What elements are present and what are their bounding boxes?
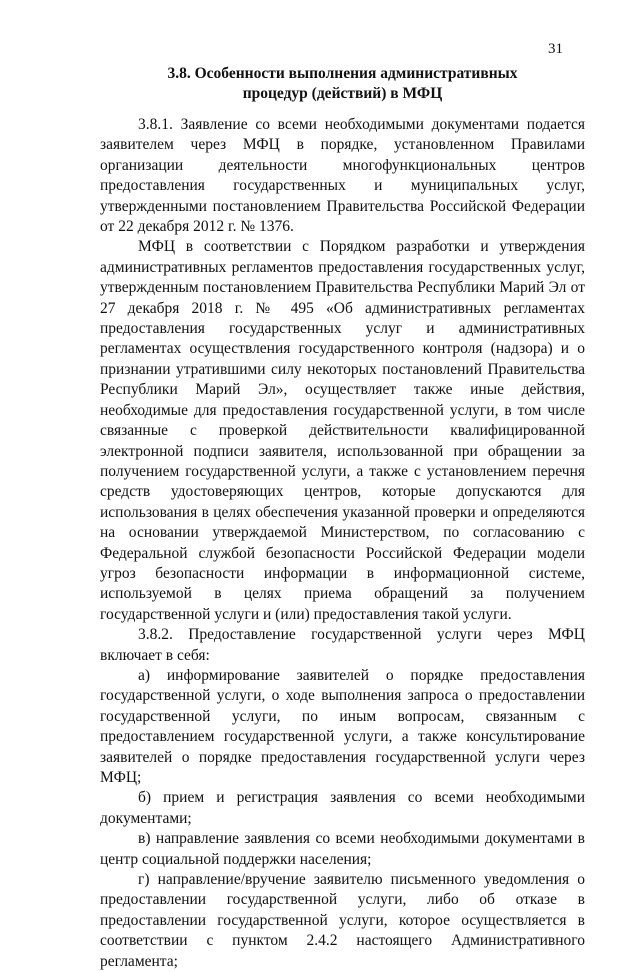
paragraph-3-8-1: 3.8.1. Заявление со всеми необходимыми документами подается заявителем через МФЦ в порядке, установленном Правилами организации деятельности многофункциональных центров предоставления государственных и муниципальных услуг, утвержденными постановлением Правительства Российской Федерации от 22 декабря 2012 г. № 1376. <box>100 116 585 236</box>
page-number: 31 <box>548 41 563 57</box>
list-item-a: а) информирование заявителей о порядке предоставления государственной услуги, о ходе выполнения запроса о предоставлении государственной услуги, по иным вопросам, связанным с предоставлением государственной услуги, а также консультирование заявителей о порядке предоставления государственной услуги через МФЦ; <box>100 666 585 786</box>
paragraph-3-8-2: 3.8.2. Предоставление государственной услуги через МФЦ включает в себя: <box>100 626 585 664</box>
section-heading-line-2: процедур (действий) в МФЦ <box>242 85 443 102</box>
document-body <box>100 115 585 972</box>
section-heading-line-1: 3.8. Особенности выполнения административных <box>167 65 518 82</box>
list-item-v: в) направление заявления со всеми необходимыми документами в центр социальной поддержки населения; <box>100 830 585 868</box>
paragraph-mfc-actions: МФЦ в соответствии с Порядком разработки и утверждения административных регламентов предоставления государственных услуг, утвержденным постановлением Правительства Республики Марий Эл от 27 декабря 2018 г. № 495 «Об административных регламентах предоставления государственных услуг и административных регламентах осуществления государственного контроля (надзора) и о признании утратившими силу некоторых постановлений Правительства Республики Марий Эл», осуществляет также иные действия, необходимые для предоставления государственной услуги, в том числе связанные с проверкой действительности квалифицированной электронной подписи заявителя, использованной при обращении за получением государственной услуги, а также с установлением перечня средств удостоверяющих центров, которые допускаются для использования в целях обеспечения указанной проверки и определяются на основании утверждаемой Министерством, по согласованию с Федеральной службой безопасности Российской Федерации модели угроз безопасности информации в информационной системе, используемой в целях приема обращений за получением государственной услуги и (или) предоставления такой услуги. <box>100 238 585 623</box>
list-item-g: г) направление/вручение заявителю письменного уведомления о предоставлении государственной услуги, либо об отказе в предоставлении государственной услуги, которое осуществляется в соответствии с пунктом 2.4.2 настоящего Административного регламента; <box>100 871 585 970</box>
list-item-b: б) прием и регистрация заявления со всеми необходимыми документами; <box>100 789 585 827</box>
section-heading <box>100 64 585 104</box>
